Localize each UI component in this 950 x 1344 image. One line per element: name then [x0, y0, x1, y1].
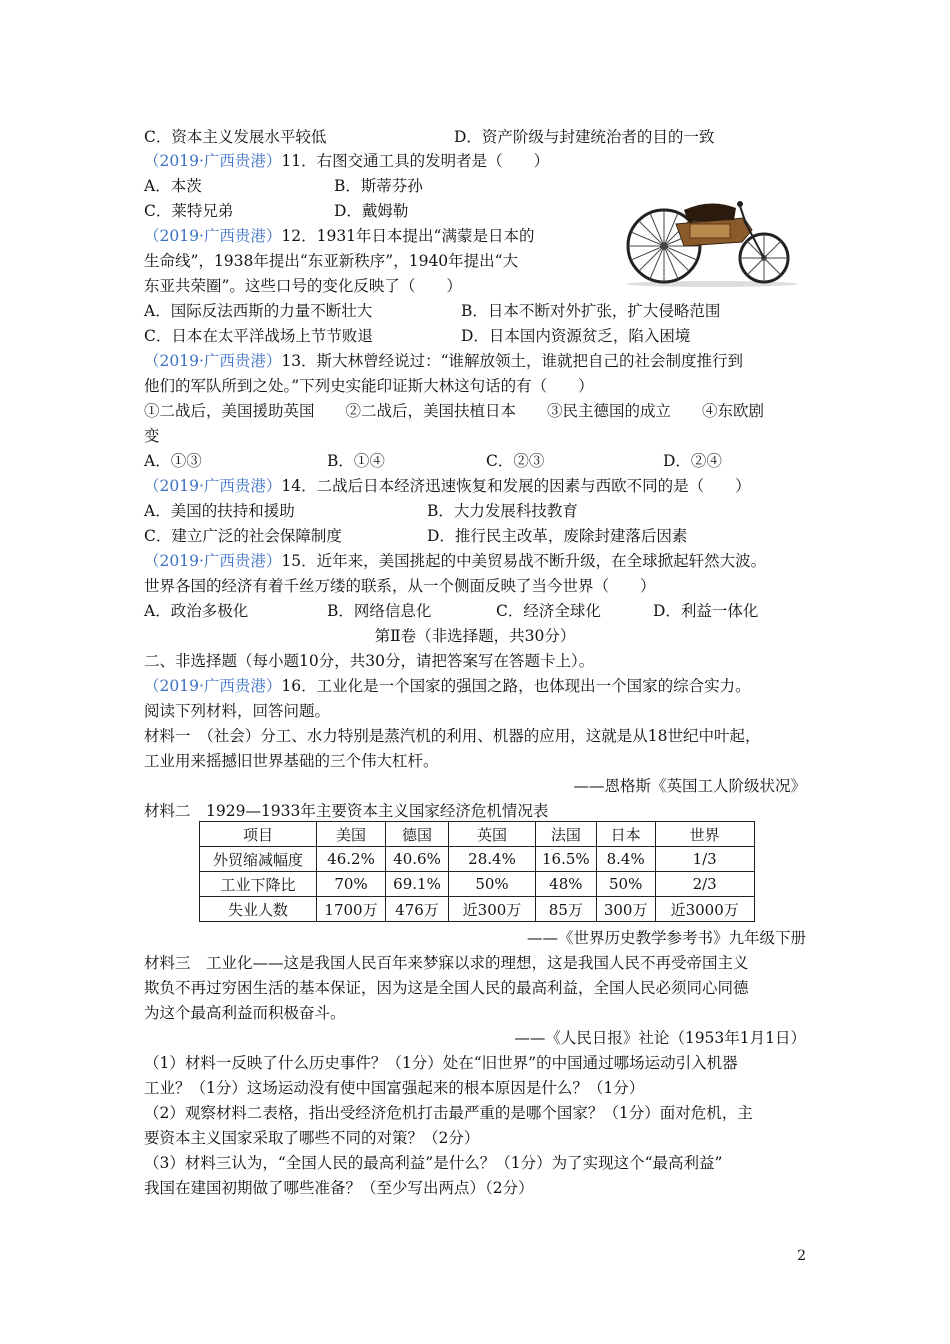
- question-text: 11．右图交通工具的发明者是（ ）: [281, 152, 550, 170]
- source-tag: （2019·广西贵港）: [144, 552, 282, 570]
- table-header-cell: 美国: [317, 822, 386, 847]
- question-text: 16．工业化是一个国家的强国之路，也体现出一个国家的综合实力。: [281, 677, 751, 695]
- question-12-line3: 东亚共荣圈”。这些口号的变化反映了（ ）: [144, 277, 462, 295]
- table-header-row: [200, 822, 755, 847]
- material-3-line1: 材料三 工业化——这是我国人民百年来梦寐以求的理想，这是我国人民不再受帝国主义: [144, 954, 749, 972]
- table-header-cell: 世界: [655, 822, 754, 847]
- option-a: A．本茨: [144, 177, 202, 195]
- option-b: B．日本不断对外扩张，扩大侵略范围: [461, 302, 721, 320]
- source-tag: （2019·广西贵港）: [144, 152, 282, 170]
- material-1-line1: 材料一 （社会）分工、水力特别是蒸汽机的利用、机器的应用，这就是从18世纪中叶起，: [144, 727, 761, 745]
- question-13-items-cont: 变: [144, 427, 160, 445]
- table-cell: 2/3: [655, 872, 754, 897]
- table-cell: 476万: [386, 897, 449, 922]
- table-row: [200, 897, 755, 922]
- table-cell: 46.2%: [317, 847, 386, 872]
- question-16-line2: 阅读下列材料，回答问题。: [144, 702, 331, 720]
- table-cell: 69.1%: [386, 872, 449, 897]
- table-cell: 300万: [596, 897, 655, 922]
- option-c-prev: C．资本主义发展水平较低: [144, 128, 327, 146]
- question-13: [144, 351, 743, 371]
- source-tag: （2019·广西贵港）: [144, 477, 282, 495]
- table-cell: 40.6%: [386, 847, 449, 872]
- option-d: D．②④: [663, 452, 722, 470]
- table-header-cell: 项目: [200, 822, 317, 847]
- material-2-citation: ——《世界历史教学参考书》九年级下册: [526, 929, 806, 947]
- table-cell: 50%: [449, 872, 536, 897]
- table-header-cell: 德国: [386, 822, 449, 847]
- option-d: D．戴姆勒: [334, 202, 409, 220]
- table-row: [200, 872, 755, 897]
- question-13-items: ①二战后，美国援助英国 ②二战后，美国扶植日本 ③民主德国的成立 ④东欧剧: [144, 402, 765, 420]
- table-cell: 50%: [596, 872, 655, 897]
- table-cell: 85万: [536, 897, 597, 922]
- material-2-title: 材料二 1929—1933年主要资本主义国家经济危机情况表: [144, 802, 549, 820]
- option-c: C．②③: [486, 452, 545, 470]
- part2-title: 第Ⅱ卷（非选择题，共30分）: [374, 627, 576, 645]
- option-a: A．①③: [144, 452, 202, 470]
- material-1-line2: 工业用来摇撼旧世界基础的三个伟大杠杆。: [144, 752, 439, 770]
- option-a: A．国际反法西斯的力量不断壮大: [144, 302, 373, 320]
- subquestion-1-line1: （1）材料一反映了什么历史事件？（1分）处在“旧世界”的中国通过哪场运动引入机器: [144, 1054, 738, 1072]
- question-text: 14．二战后日本经济迅速恢复和发展的因素与西欧不同的是（ ）: [281, 477, 751, 495]
- option-c: C．日本在太平洋战场上节节败退: [144, 327, 373, 345]
- subquestion-2-line2: 要资本主义国家采取了哪些不同的对策？（2分）: [144, 1129, 480, 1147]
- option-b: B．斯蒂芬孙: [334, 177, 423, 195]
- option-d: D．推行民主改革，废除封建落后因素: [427, 527, 688, 545]
- source-tag: （2019·广西贵港）: [144, 352, 282, 370]
- material-3-line2: 欺负不再过穷困生活的基本保证，因为这是全国人民的最高利益，全国人民必须同心同德: [144, 979, 749, 997]
- table-row: [200, 847, 755, 872]
- option-c: C．建立广泛的社会保障制度: [144, 527, 342, 545]
- table-cell: 失业人数: [200, 897, 317, 922]
- benz-motorwagen-icon: [624, 184, 800, 288]
- question-12-line2: 生命线”，1938年提出“东亚新秩序”，1940年提出“大: [144, 252, 519, 270]
- table-cell: 28.4%: [449, 847, 536, 872]
- option-a: A．政治多极化: [144, 602, 249, 620]
- table-cell: 70%: [317, 872, 386, 897]
- option-b: B．①④: [327, 452, 385, 470]
- source-tag: （2019·广西贵港）: [144, 677, 282, 695]
- option-c: C．莱特兄弟: [144, 202, 234, 220]
- table-cell: 1700万: [317, 897, 386, 922]
- table-header-cell: 日本: [596, 822, 655, 847]
- table-cell: 1/3: [655, 847, 754, 872]
- option-b: B．网络信息化: [327, 602, 432, 620]
- question-13-line2: 他们的军队所到之处。”下列史实能印证斯大林这句话的有（ ）: [144, 377, 594, 395]
- table-header-cell: 法国: [536, 822, 597, 847]
- question-15: [144, 551, 766, 571]
- option-d-prev: D．资产阶级与封建统治者的目的一致: [454, 128, 715, 146]
- table-cell: 8.4%: [596, 847, 655, 872]
- question-11: [144, 151, 549, 171]
- option-a: A．美国的扶持和援助: [144, 502, 295, 520]
- material-3-line3: 为这个最高利益而积极奋斗。: [144, 1004, 346, 1022]
- source-tag: （2019·广西贵港）: [144, 227, 282, 245]
- question-14: [144, 476, 751, 496]
- table-cell: 近3000万: [655, 897, 754, 922]
- question-15-line2: 世界各国的经济有着千丝万缕的联系，从一个侧面反映了当今世界（ ）: [144, 577, 656, 595]
- question-16: [144, 676, 751, 696]
- table-cell: 48%: [536, 872, 597, 897]
- table-cell: 外贸缩减幅度: [200, 847, 317, 872]
- option-d: D．利益一体化: [653, 602, 759, 620]
- table-header-cell: 英国: [449, 822, 536, 847]
- table-cell: 近300万: [449, 897, 536, 922]
- table-cell: 16.5%: [536, 847, 597, 872]
- option-c: C．经济全球化: [496, 602, 601, 620]
- subquestion-2-line1: （2）观察材料二表格，指出受经济危机打击最严重的是哪个国家？（1分）面对危机，主: [144, 1104, 753, 1122]
- part2-instructions: 二、非选择题（每小题10分，共30分，请把答案写在答题卡上）。: [144, 652, 595, 670]
- material-3-citation: ——《人民日报》社论（1953年1月1日）: [514, 1029, 806, 1047]
- subquestion-3-line1: （3）材料三认为，“全国人民的最高利益”是什么？（1分）为了实现这个“最高利益”: [144, 1154, 723, 1172]
- question-text: 13．斯大林曾经说过：“谁解放领土，谁就把自己的社会制度推行到: [281, 352, 744, 370]
- question-12: [144, 226, 534, 246]
- question-text: 12．1931年日本提出“满蒙是日本的: [281, 227, 535, 245]
- question-text: 15．近年来，美国挑起的中美贸易战不断升级，在全球掀起轩然大波。: [281, 552, 767, 570]
- subquestion-1-line2: 工业？（1分）这场运动没有使中国富强起来的根本原因是什么？（1分）: [144, 1079, 645, 1097]
- option-d: D．日本国内资源贫乏，陷入困境: [461, 327, 691, 345]
- material-1-citation: ——恩格斯《英国工人阶级状况》: [573, 777, 806, 795]
- option-b: B．大力发展科技教育: [427, 502, 578, 520]
- table-cell: 工业下降比: [200, 872, 317, 897]
- crisis-table: [199, 821, 755, 922]
- subquestion-3-line2: 我国在建国初期做了哪些准备？（至少写出两点）（2分）: [144, 1179, 534, 1197]
- page-number: 2: [797, 1248, 806, 1264]
